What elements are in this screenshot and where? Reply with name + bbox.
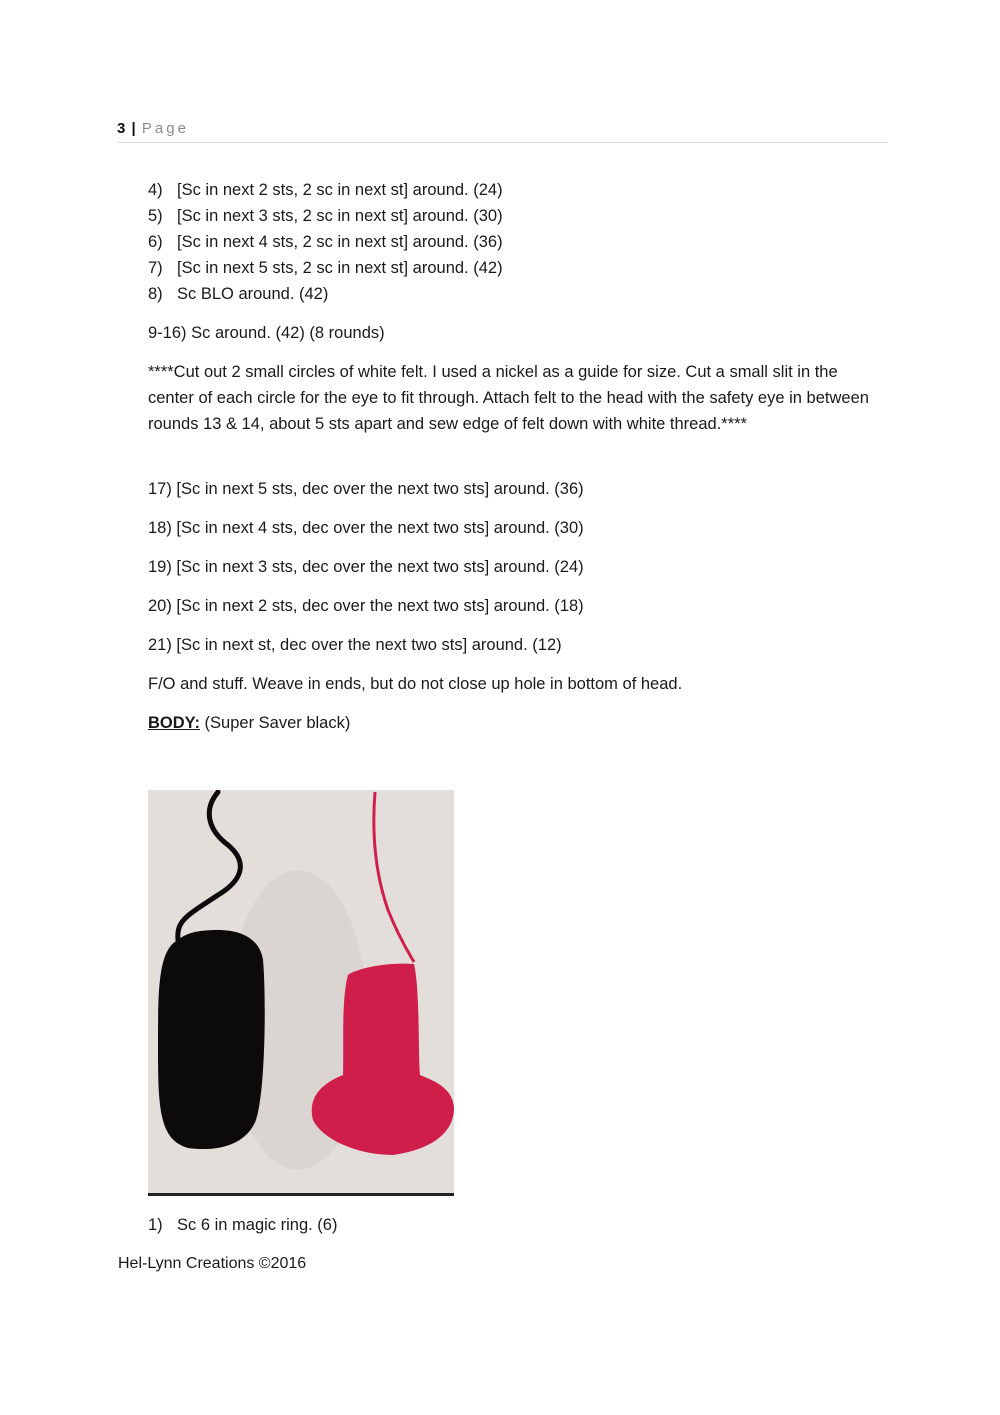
round-21: 21) [Sc in next st, dec over the next two sts] around. (12) <box>148 636 562 654</box>
body-heading: BODY: <box>148 714 200 732</box>
page-header <box>117 120 888 143</box>
round-number: 7) <box>148 259 163 277</box>
round-20: 20) [Sc in next 2 sts, dec over the next two sts] around. (18) <box>148 597 584 615</box>
finish-note: F/O and stuff. Weave in ends, but do not close up hole in bottom of head. <box>148 675 683 693</box>
crochet-pieces-photo <box>148 790 454 1196</box>
round-text: Sc 6 in magic ring. (6) <box>177 1216 338 1234</box>
round-text: [Sc in next 3 sts, 2 sc in next st] around. (30) <box>177 207 503 225</box>
round-text: Sc BLO around. (42) <box>177 285 329 303</box>
felt-note: ****Cut out 2 small circles of white felt. I used a nickel as a guide for size. Cut a small slit in the center of each circle for the eye to fit through. Attach felt to the head with the safety eye in between rounds 13 & 14, about 5 sts apart and sew edge of felt down with white thread.**** <box>148 363 869 433</box>
round-5 <box>148 203 503 229</box>
photo-illustration <box>148 790 454 1193</box>
round-6 <box>148 229 503 255</box>
round-text: [Sc in next 4 sts, 2 sc in next st] around. (36) <box>177 233 503 251</box>
header-separator: | <box>131 120 136 137</box>
round-19: 19) [Sc in next 3 sts, dec over the next two sts] around. (24) <box>148 558 584 576</box>
round-number: 6) <box>148 233 163 251</box>
round-number: 4) <box>148 181 163 199</box>
body-section-heading <box>148 710 350 736</box>
round-number: 8) <box>148 285 163 303</box>
round-7 <box>148 255 503 281</box>
round-4 <box>148 177 503 203</box>
page-label: Page <box>141 120 189 137</box>
round-9-16: 9-16) Sc around. (42) (8 rounds) <box>148 324 385 342</box>
round-text: [Sc in next 5 sts, 2 sc in next st] around. (42) <box>177 259 503 277</box>
round-8 <box>148 281 328 307</box>
round-17: 17) [Sc in next 5 sts, dec over the next two sts] around. (36) <box>148 480 584 498</box>
round-18: 18) [Sc in next 4 sts, dec over the next two sts] around. (30) <box>148 519 584 537</box>
page-number: 3 <box>117 120 126 137</box>
round-number: 1) <box>148 1216 163 1234</box>
body-round-1 <box>148 1212 337 1238</box>
round-number: 5) <box>148 207 163 225</box>
footer-copyright: Hel-Lynn Creations ©2016 <box>118 1255 307 1272</box>
round-text: [Sc in next 2 sts, 2 sc in next st] around. (24) <box>177 181 503 199</box>
body-yarn: (Super Saver black) <box>199 714 351 732</box>
